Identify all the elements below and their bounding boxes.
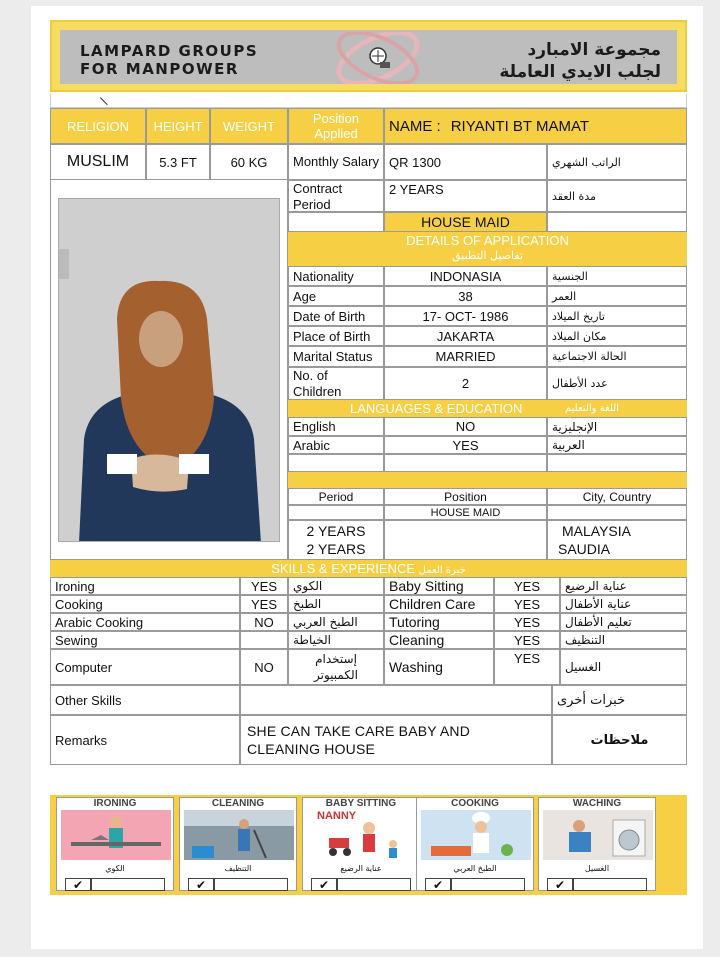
skill-ar: الخياطة [288,631,384,649]
position-value: HOUSE MAID [384,212,547,232]
lang-ar: الإنجليزية [547,417,687,436]
detail-value: 2 [384,367,547,400]
detail-label: Date of Birth [288,306,384,326]
skill-value: NO [240,649,288,685]
exp-period-1: 2 YEARS [306,523,366,539]
details-band [288,232,687,266]
skills-title-ar: خبرة العمل [418,565,466,576]
skill-tiles-strip [50,795,687,895]
detail-label: Age [288,286,384,306]
tile-title: WACHING [572,798,622,809]
name-row [384,108,687,144]
tile-ironing [56,797,174,891]
skill-ar: الغسيل [560,649,687,685]
skill-ar: عناية الأطفال [560,595,687,613]
lang-value: YES [384,436,547,454]
tile-title: COOKING [451,798,499,809]
tile-sub: NANNY [317,810,357,822]
religion-label: RELIGION [50,108,146,144]
height-label: HEIGHT [146,108,210,144]
tile-checkbox [214,878,288,891]
company-name-en-1: LAMPARD GROUPS [80,42,259,60]
salary-ar: الراتب الشهري [547,144,687,180]
tile-ar: عناية الرضيع [340,864,382,873]
company-name-ar-2: لجلب الايدي العاملة [499,62,661,82]
skill-ar: عناية الرضيع [560,577,687,595]
period-value: 2 YEARS [384,180,547,212]
skill-label: Washing [384,649,494,685]
tile-ar: التنظيف [224,864,252,873]
tile-cooking [416,797,534,891]
skill-label: Children Care [384,595,494,613]
skill-value: NO [240,613,288,631]
name-label: NAME : [389,117,441,135]
skill-ar: التنظيف [560,631,687,649]
tile-washing [538,797,656,891]
skills-title-en: SKILLS & EXPERIENCE [271,561,415,576]
tile-cleaning [179,797,297,891]
exp-empty [547,505,687,520]
skill-ar: الطبخ العربي [288,613,384,631]
lang-label: Arabic [288,436,384,454]
skill-value [240,631,288,649]
weight-value: 60 KG [210,144,288,180]
languages-title-en: LANGUAGES & EDUCATION [350,401,523,416]
tile-title: IRONING [93,798,137,809]
languages-title-ar: اللغة والتعليم [565,403,619,414]
lang-label: English [288,417,384,436]
exp-empty [384,520,547,560]
tile-checkbox [337,878,411,891]
detail-value: 38 [384,286,547,306]
skill-value: YES [240,577,288,595]
skill-label: Baby Sitting [384,577,494,595]
detail-value: INDONASIA [384,266,547,286]
tile-ar: الطبخ العربي [453,864,497,873]
exp-empty [288,505,384,520]
washing-icon [543,810,653,860]
exp-country-2: SAUDIA [558,541,611,557]
details-title-ar: تفاصيل التطبيق [451,249,524,262]
salary-value: QR 1300 [384,144,547,180]
remarks-value: SHE CAN TAKE CARE BABY AND CLEANING HOUSE [240,715,552,765]
detail-ar: الحالة الاجتماعية [547,346,687,367]
tile-ar: الكوي [105,864,125,873]
tile-title: CLEANING [211,798,265,809]
detail-ar: مكان الميلاد [547,326,687,346]
check-icon: ✔ [188,878,214,891]
lang-value: NO [384,417,547,436]
detail-label: Nationality [288,266,384,286]
lang-empty [547,454,687,472]
exp-period-2: 2 YEARS [306,541,366,557]
skill-label: Cleaning [384,631,494,649]
skill-label: Computer [50,649,240,685]
detail-ar: تاريخ الميلاد [547,306,687,326]
header-gap-row [50,94,687,108]
header-banner [50,20,687,92]
religion-value: MUSLIM [50,144,146,180]
detail-value: JAKARTA [384,326,547,346]
applicant-silhouette-icon [59,199,280,542]
ironing-icon [61,810,171,860]
languages-band [288,400,687,417]
cooking-icon [421,810,531,860]
skill-label: Arabic Cooking [50,613,240,631]
skill-value: YES [494,649,560,685]
check-icon: ✔ [311,878,337,891]
tile-checkbox [91,878,165,891]
exp-header-position: Position [384,488,547,505]
skill-value: YES [494,613,560,631]
position-applied-label: Position Applied [288,108,384,144]
exp-position: HOUSE MAID [384,505,547,520]
height-value: 5.3 FT [146,144,210,180]
lang-empty [384,454,547,472]
company-name-ar-1: مجموعة الامبارد [527,40,661,60]
detail-ar: الجنسية [547,266,687,286]
salary-label: Monthly Salary [288,144,384,180]
skill-ar: إستخدام الكمبيوتر [288,649,384,685]
skills-band [50,560,687,577]
tile-ar: الغسيل [584,864,610,873]
detail-value: 17- OCT- 1986 [384,306,547,326]
skill-ar: تعليم الأطفال [560,613,687,631]
check-icon: ✔ [65,878,91,891]
skill-label: Sewing [50,631,240,649]
remarks-ar: ملاحظات [552,715,687,765]
detail-ar: العمر [547,286,687,306]
other-skills-ar: خبرات أخرى [552,685,687,715]
tile-checkbox [451,878,525,891]
lang-ar: العربية [547,436,687,454]
weight-label: WEIGHT [210,108,288,144]
skill-value: YES [494,595,560,613]
skill-value: YES [494,631,560,649]
skill-ar: الطبخ [288,595,384,613]
period-ar: مدة العقد [547,180,687,212]
tile-checkbox [573,878,647,891]
tile-title: BABY SITTING [325,798,397,809]
skill-value: YES [240,595,288,613]
header-inner [60,30,677,84]
exp-header-country: City, Country [547,488,687,505]
exp-periods [288,520,384,560]
period-label: Contract Period [288,180,384,212]
details-title-en: DETAILS OF APPLICATION [406,233,569,248]
company-logo-icon [328,32,428,84]
cleaning-icon [184,810,294,860]
experience-band [288,472,687,488]
skill-label: Ironing [50,577,240,595]
skill-value: YES [494,577,560,595]
remarks-label: Remarks [50,715,240,765]
detail-label: No. of Children [288,367,384,400]
detail-label: Marital Status [288,346,384,367]
detail-value: MARRIED [384,346,547,367]
other-skills-value [240,685,552,715]
exp-countries [547,520,687,560]
tile-baby-sitting [302,797,420,891]
position-spacer-left [288,212,384,232]
skill-label: Tutoring [384,613,494,631]
check-icon: ✔ [547,878,573,891]
skill-label: Cooking [50,595,240,613]
other-skills-label: Other Skills [50,685,240,715]
company-name-en-2: FOR MANPOWER [80,60,239,78]
check-icon: ✔ [425,878,451,891]
position-spacer-right [547,212,687,232]
name-value: RIYANTI BT MAMAT [450,117,590,135]
lang-empty [288,454,384,472]
detail-ar: عدد الأطفال [547,367,687,400]
exp-header-period: Period [288,488,384,505]
exp-country-1: MALAYSIA [562,523,631,539]
applicant-photo [58,198,280,542]
skill-ar: الكوي [288,577,384,595]
detail-label: Place of Birth [288,326,384,346]
